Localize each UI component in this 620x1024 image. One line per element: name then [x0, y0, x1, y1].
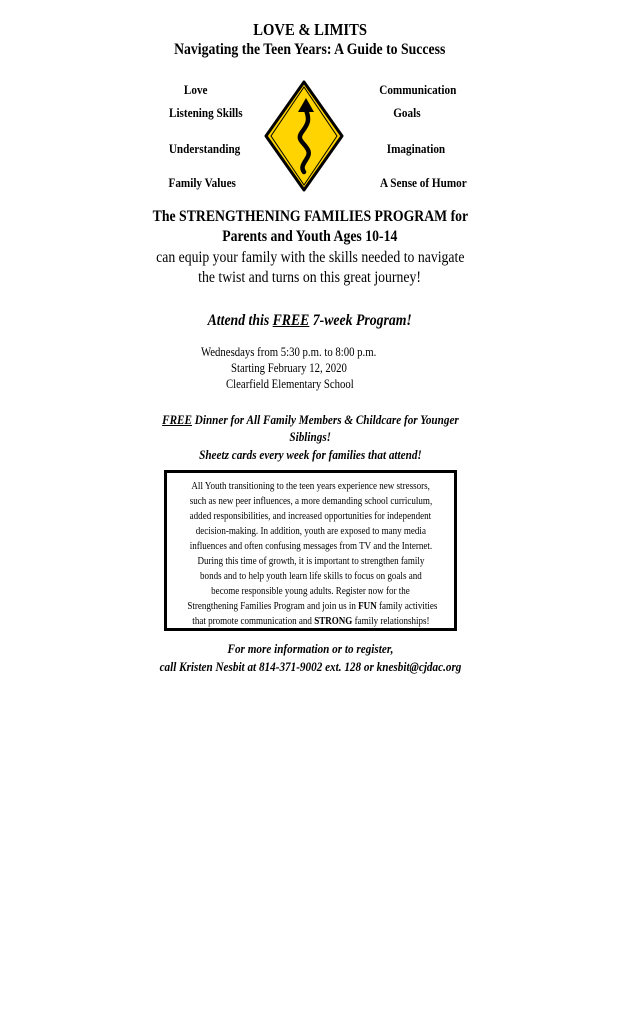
- word-family-values: Family Values: [168, 175, 236, 190]
- winding-road-sign-icon: [264, 80, 344, 192]
- schedule-time: Wednesdays from 5:30 p.m. to 8:00 p.m.: [201, 345, 377, 359]
- word-love: Love: [183, 82, 208, 97]
- program-line-2: Parents and Youth Ages 10-14: [222, 228, 398, 245]
- program-line-3: can equip your family with the skills needed to navigate: [155, 249, 465, 266]
- footer-line-1: For more information or to register,: [227, 641, 393, 656]
- info-box-line: Strengthening Families Program and join us in FUN family activities: [187, 601, 438, 612]
- info-box-line: bonds and to help youth learn life skills to focus on goals and: [199, 571, 422, 582]
- info-box-line: decision-making. In addition, youth are exposed to many media: [195, 526, 426, 537]
- program-line-4: the twist and turns on this great journey!: [198, 269, 422, 286]
- schedule-location: Clearfield Elementary School: [226, 377, 354, 391]
- info-box-line: influences and often confusing messages from TV and the Internet.: [189, 541, 432, 552]
- word-imagination: Imagination: [386, 141, 446, 156]
- info-box-line: that promote communication and STRONG family relationships!: [191, 616, 430, 627]
- dinner-line-2: Siblings!: [289, 429, 331, 444]
- attend-heading: Attend this FREE 7-week Program!: [207, 312, 413, 329]
- flyer-title: LOVE & LIMITS: [253, 20, 367, 39]
- flyer-subtitle: Navigating the Teen Years: A Guide to Success: [174, 41, 446, 58]
- word-communication: Communication: [379, 82, 457, 97]
- program-line-1: The STRENGTHENING FAMILIES PROGRAM for: [152, 208, 468, 225]
- word-goals: Goals: [393, 105, 421, 120]
- word-listening-skills: Listening Skills: [168, 105, 243, 120]
- info-box-line: such as new peer influences, a more demanding school curriculum,: [189, 496, 432, 507]
- schedule-start: Starting February 12, 2020: [231, 361, 347, 375]
- info-box: [164, 470, 457, 631]
- word-sense-of-humor: A Sense of Humor: [380, 175, 467, 190]
- dinner-line-1: FREE Dinner for All Family Members & Childcare for Younger: [161, 412, 459, 427]
- attend-free: FREE: [272, 312, 310, 329]
- dinner-free: FREE: [161, 412, 192, 427]
- info-box-line: added responsibilities, and increased opportunities for independent: [189, 511, 432, 522]
- sheetz-line: Sheetz cards every week for families that attend!: [198, 447, 422, 462]
- word-understanding: Understanding: [168, 141, 241, 156]
- info-box-line: All Youth transitioning to the teen years experience new stressors,: [191, 481, 430, 492]
- info-box-line: During this time of growth, it is important to strengthen family: [197, 556, 424, 567]
- footer-contact: call Kristen Nesbit at 814-371-9002 ext. 128 or knesbit@cjdac.org: [159, 659, 461, 674]
- info-box-line: become responsible young adults. Register now for the: [211, 586, 410, 597]
